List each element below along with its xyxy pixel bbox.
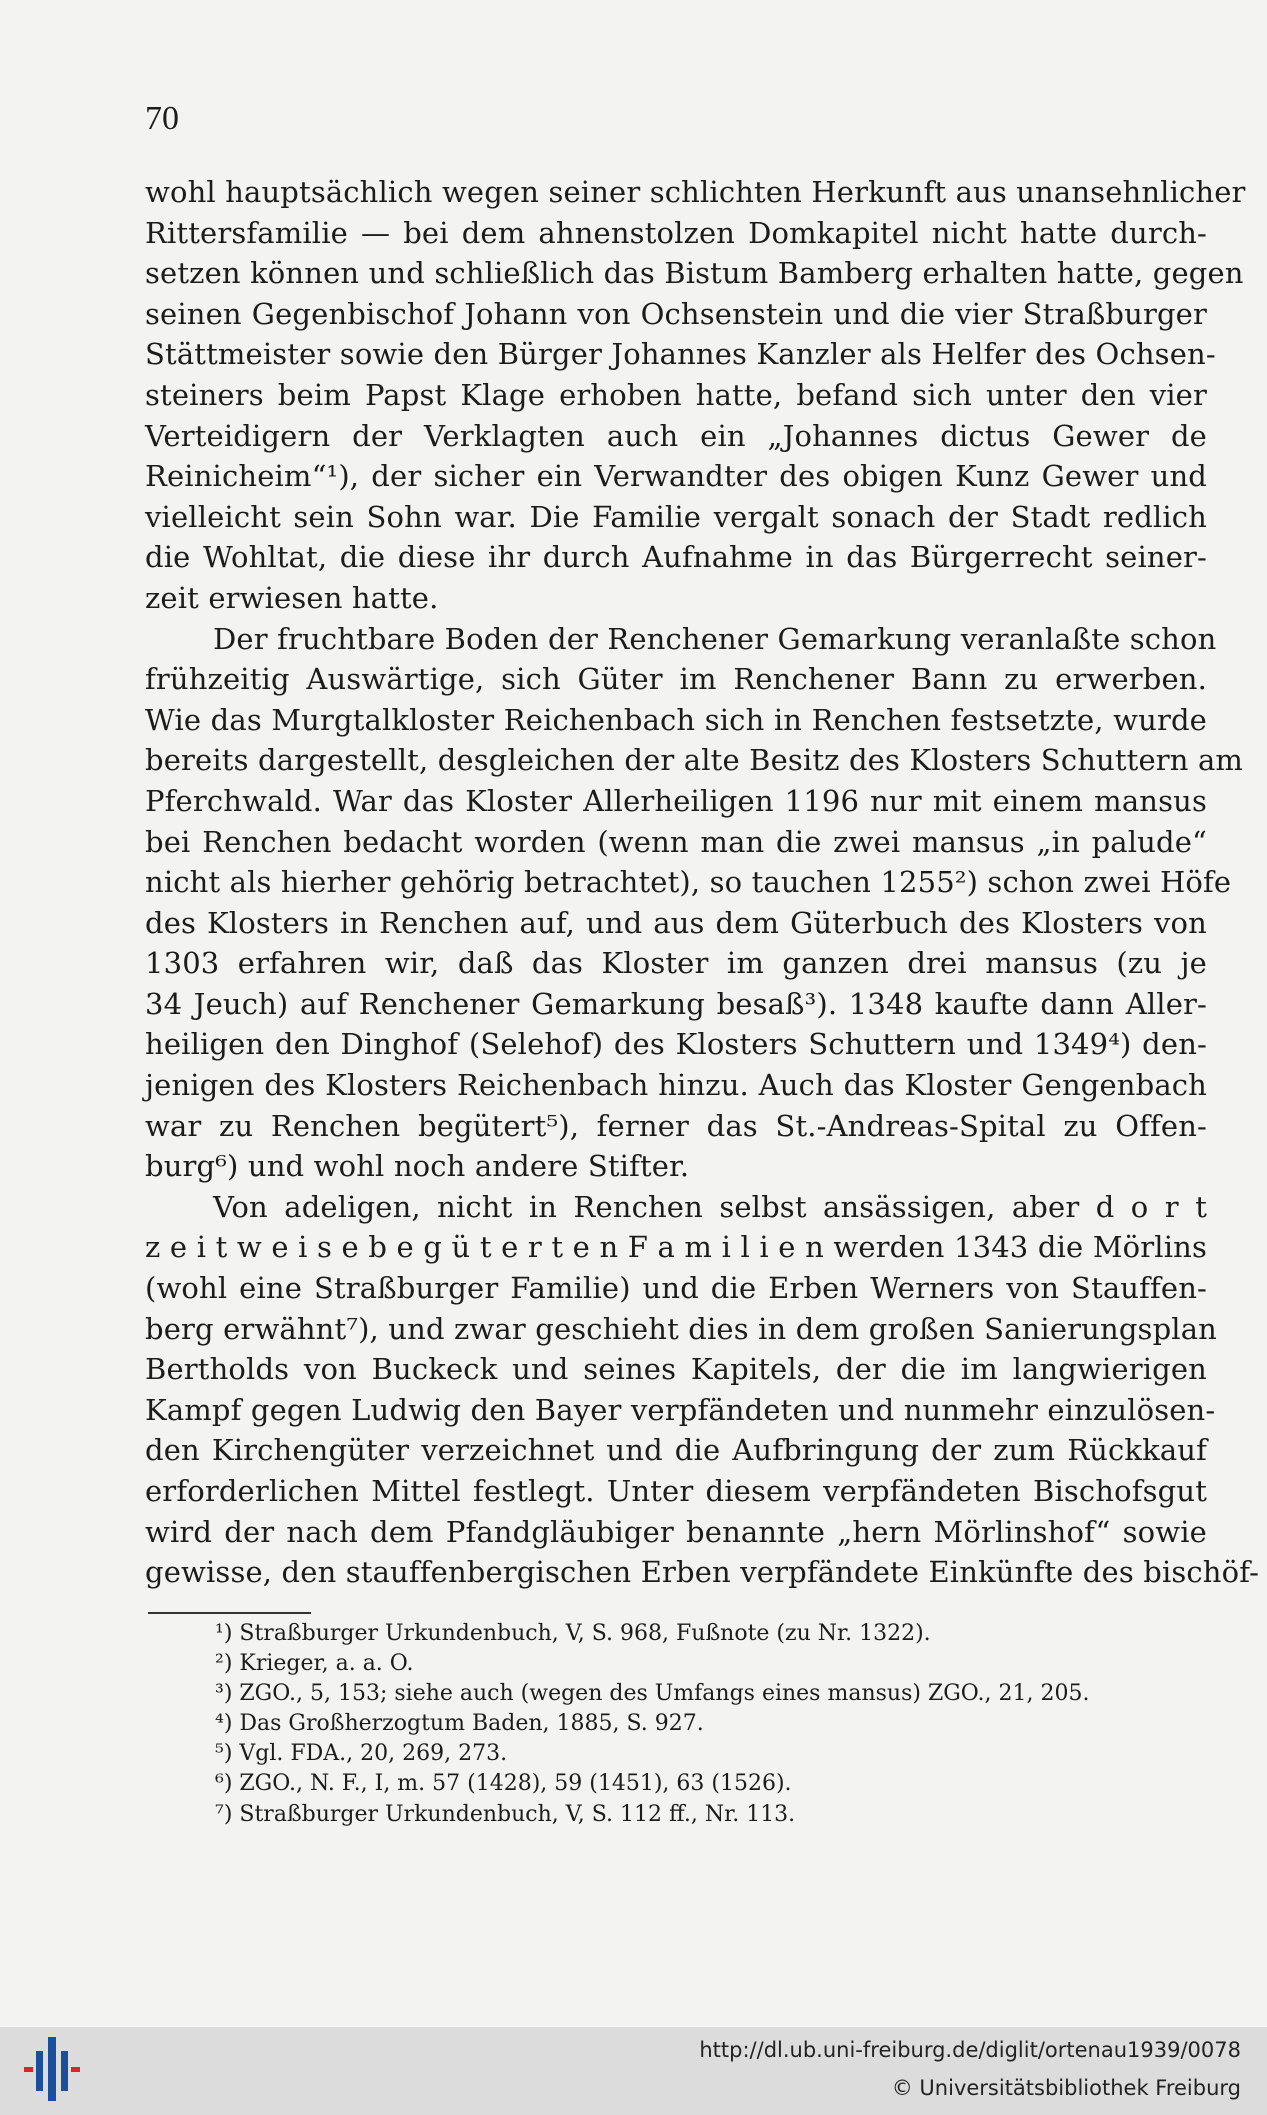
text-line: Stättmeister sowie den Bürger Johannes Kanzler als Helfer des Ochsen- (145, 337, 1216, 372)
text-line: bereits dargestellt, desgleichen der alte Besitz des Klosters Schuttern am (145, 743, 1244, 778)
text-line: Von adeligen, nicht in Renchen selbst ansässigen, aber d o r t (213, 1189, 1207, 1224)
source-url-link[interactable]: http://dl.ub.uni-freiburg.de/diglit/ortenau1939/0078 (699, 2038, 1241, 2062)
text-line: jenigen des Klosters Reichenbach hinzu. Auch das Kloster Gengenbach (145, 1068, 1207, 1103)
text-line: zeit erwiesen hatte. (145, 580, 439, 615)
text-line: Bertholds von Buckeck und seines Kapitels, der die im langwierigen (145, 1352, 1207, 1387)
text-line: wird der nach dem Pfandgläubiger benannte „hern Mörlinshof“ sowie (145, 1514, 1207, 1549)
text-line: nicht als hierher gehörig betrachtet), so tauchen 1255²) schon zwei Höfe (145, 865, 1232, 900)
text-line: des Klosters in Renchen auf, und aus dem Güterbuch des Klosters von (145, 905, 1207, 940)
page-number: 70 (145, 100, 179, 137)
text-line: bei Renchen bedacht worden (wenn man die zwei mansus „in palude“ (145, 824, 1207, 859)
body-text (145, 172, 1260, 1593)
text-line: 1303 erfahren wir, daß das Kloster im ganzen drei mansus (zu je (145, 946, 1207, 981)
footnote: ³) ZGO., 5, 153; siehe auch (wegen des Umfangs eines mansus) ZGO., 21, 205. (215, 1681, 1090, 1707)
text-line: Reinicheim“¹), der sicher ein Verwandter des obigen Kunz Gewer und (145, 459, 1207, 494)
text-line: die Wohltat, die diese ihr durch Aufnahme in das Bürgerrecht seiner- (145, 540, 1207, 575)
text-line: vielleicht sein Sohn war. Die Familie vergalt sonach der Stadt redlich (145, 499, 1207, 534)
text-line: Rittersfamilie — bei dem ahnenstolzen Domkapitel nicht hatte durch- (145, 215, 1207, 250)
text-line: steiners beim Papst Klage erhoben hatte, befand sich unter den vier (145, 377, 1207, 412)
footnote: ⁷) Straßburger Urkundenbuch, V, S. 112 ff., Nr. 113. (215, 1801, 796, 1827)
footnotes (215, 1619, 1215, 1830)
footnote-divider (148, 1612, 311, 1614)
text-line: seinen Gegenbischof Johann von Ochsenstein und die vier Straßburger (145, 296, 1207, 331)
text-line: gewisse, den stauffenbergischen Erben verpfändete Einkünfte des bischöf- (145, 1555, 1260, 1590)
text-line: erforderlichen Mittel festlegt. Unter diesem verpfändeten Bischofsgut (145, 1474, 1207, 1508)
text-line: berg erwähnt⁷), und zwar geschieht dies in dem großen Sanierungsplan (145, 1311, 1217, 1346)
footnote: ⁶) ZGO., N. F., I, m. 57 (1428), 59 (1451), 63 (1526). (215, 1771, 792, 1797)
footnote: ⁵) Vgl. FDA., 20, 269, 273. (215, 1741, 508, 1767)
text-line: burg⁶) und wohl noch andere Stifter. (145, 1149, 690, 1184)
text-line: Wie das Murgtalkloster Reichenbach sich in Renchen festsetzte, wurde (145, 702, 1207, 737)
text-line: wohl hauptsächlich wegen seiner schlichten Herkunft aus unansehnlicher (145, 175, 1246, 209)
footnote: ¹) Straßburger Urkundenbuch, V, S. 968, Fußnote (zu Nr. 1322). (215, 1621, 931, 1646)
text-line: 34 Jeuch) auf Renchener Gemarkung besaß³). 1348 kaufte dann Aller- (145, 986, 1207, 1021)
text-line: heiligen den Dinghof (Selehof) des Klosters Schuttern und 1349⁴) den- (145, 1027, 1207, 1062)
text-line: z e i t w e i s e b e g ü t e r t e n F a m i l i e n werden 1343 die Mörlins (145, 1230, 1207, 1265)
text-line: Verteidigern der Verklagten auch ein „Johannes dictus Gewer de (145, 418, 1207, 453)
text-line: (wohl eine Straßburger Familie) und die Erben Werners von Stauffen- (145, 1271, 1207, 1306)
copyright-text: © Universitätsbibliothek Freiburg (891, 2076, 1241, 2100)
text-line: frühzeitig Auswärtige, sich Güter im Renchener Bann zu erwerben. (145, 662, 1207, 697)
text-line: den Kirchengüter verzeichnet und die Aufbringung der zum Rückkauf (145, 1433, 1207, 1468)
text-line: Kampf gegen Ludwig den Bayer verpfändeten und nunmehr einzulösen- (145, 1392, 1216, 1427)
text-line: setzen können und schließlich das Bistum Bamberg erhalten hatte, gegen (145, 256, 1244, 291)
text-line: Der fruchtbare Boden der Renchener Gemarkung veranlaßte schon (213, 621, 1217, 656)
footnote: ⁴) Das Großherzogtum Baden, 1885, S. 927. (215, 1711, 704, 1737)
text-line: Pferchwald. War das Kloster Allerheiligen 1196 nur mit einem mansus (145, 783, 1207, 818)
text-line: war zu Renchen begütert⁵), ferner das St.-Andreas-Spital zu Offen- (145, 1108, 1207, 1143)
footnote: ²) Krieger, a. a. O. (215, 1651, 414, 1677)
ub-freiburg-logo-icon (22, 2033, 82, 2105)
